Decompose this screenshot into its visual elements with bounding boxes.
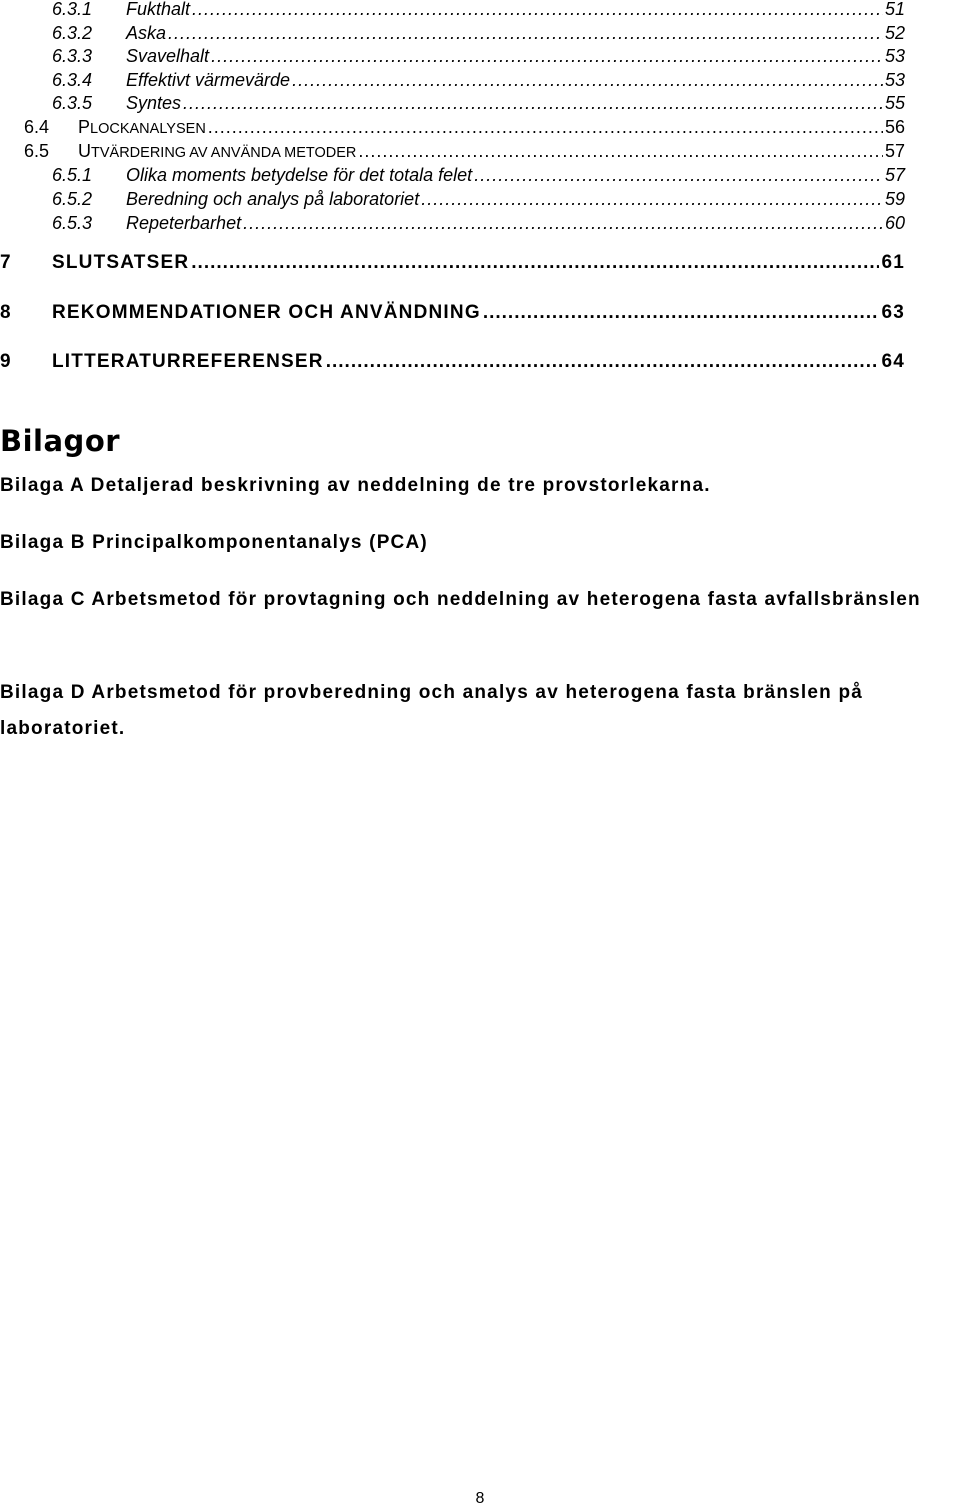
toc-entry-page: 61 [881, 252, 905, 273]
toc-entry-number: 6.5.3 [52, 213, 93, 233]
toc-entry-title: LITTERATURREFERENSER [52, 351, 324, 372]
toc-entry-title: Syntes [126, 93, 182, 113]
toc-entry-title: Olika moments betydelse för det totala felet [126, 165, 473, 185]
toc-entry-6-3-3[interactable] [0, 47, 905, 65]
toc-entry-number: 7 [0, 252, 12, 273]
toc-entry-number: 6.5.2 [52, 189, 93, 209]
toc-entry-title [78, 118, 206, 137]
toc-entry-page: 56 [884, 117, 905, 137]
toc-entry-6-5-3[interactable] [0, 214, 905, 232]
toc-entry-6-5-1[interactable] [0, 166, 905, 184]
toc-dot-leader [192, 0, 883, 18]
bilaga-a: Bilaga A Detaljerad beskrivning av neddelning de tre provstorlekarna. [0, 475, 711, 496]
toc-entry-page: 51 [884, 0, 905, 19]
toc-entry-number: 9 [0, 351, 12, 372]
toc-dot-leader [358, 142, 883, 160]
toc-entry-number: 6.3.4 [52, 70, 93, 90]
toc-title-rest: LOCKANALYSEN [90, 121, 206, 137]
toc-entry-page: 57 [884, 141, 905, 161]
toc-entry-page: 60 [884, 213, 905, 233]
toc-entry-8[interactable] [0, 303, 905, 322]
toc-dot-leader [421, 190, 883, 208]
toc-dot-leader [168, 24, 883, 42]
toc-entry-page: 53 [884, 70, 905, 90]
toc-entry-number: 6.3.3 [52, 46, 93, 66]
page-number: 8 [475, 1490, 485, 1507]
toc-entry-7[interactable] [0, 253, 905, 272]
bilaga-c: Bilaga C Arbetsmetod för provtagning och neddelning av heterogena fasta avfallsbränslen [0, 589, 921, 610]
toc-entry-page: 63 [881, 302, 905, 323]
toc-title-initial: P [78, 117, 91, 137]
toc-dot-leader [208, 118, 883, 136]
toc-entry-page: 55 [884, 93, 905, 113]
bilagor-heading: Bilagor [0, 424, 121, 458]
toc-dot-leader [211, 47, 883, 65]
toc-entry-number: 6.3.5 [52, 93, 93, 113]
toc-entry-page: 57 [884, 165, 905, 185]
toc-entry-title: Beredning och analys på laboratoriet [126, 189, 420, 209]
toc-entry-number: 8 [0, 302, 12, 323]
toc-entry-6-3-5[interactable] [0, 94, 905, 112]
toc-entry-number: 6.3.2 [52, 23, 93, 43]
toc-dot-leader [292, 71, 883, 89]
toc-entry-number: 6.3.1 [52, 0, 93, 19]
toc-entry-6-4[interactable] [0, 118, 905, 137]
toc-dot-leader [483, 303, 880, 322]
toc-entry-title: Aska [126, 23, 167, 43]
toc-entry-title [78, 142, 356, 161]
toc-entry-number: 6.5 [24, 141, 50, 161]
toc-entry-page: 59 [884, 189, 905, 209]
toc-entry-number: 6.5.1 [52, 165, 93, 185]
bilaga-b: Bilaga B Principalkomponentanalys (PCA) [0, 532, 428, 553]
toc-entry-title: Fukthalt [126, 0, 191, 19]
toc-title-initial: U [78, 141, 91, 161]
toc-entry-number: 6.4 [24, 117, 50, 137]
toc-entry-9[interactable] [0, 352, 905, 371]
toc-entry-6-3-1[interactable] [0, 0, 905, 18]
toc-entry-6-3-4[interactable] [0, 71, 905, 89]
toc-entry-title: Repeterbarhet [126, 213, 242, 233]
toc-entry-6-5-2[interactable] [0, 190, 905, 208]
toc-dot-leader [326, 352, 880, 371]
toc-entry-title: REKOMMENDATIONER OCH ANVÄNDNING [52, 302, 481, 323]
toc-entry-title: SLUTSATSER [52, 252, 190, 273]
toc-dot-leader [183, 94, 883, 112]
toc-dot-leader [474, 166, 883, 184]
toc-entry-6-3-2[interactable] [0, 24, 905, 42]
toc-entry-page: 52 [884, 23, 905, 43]
toc-entry-title: Svavelhalt [126, 46, 210, 66]
toc-entry-title: Effektivt värmevärde [126, 70, 291, 90]
toc-dot-leader [243, 214, 883, 232]
toc-entry-page: 64 [881, 351, 905, 372]
toc-title-rest: TVÄRDERING AV ANVÄNDA METODER [91, 145, 357, 161]
toc-entry-6-5[interactable] [0, 142, 905, 161]
toc-dot-leader [191, 253, 879, 272]
toc-entry-page: 53 [884, 46, 905, 66]
bilaga-d: Bilaga D Arbetsmetod för provberedning och analys av heterogena fasta bränslen på laboratoriet. [0, 682, 864, 739]
